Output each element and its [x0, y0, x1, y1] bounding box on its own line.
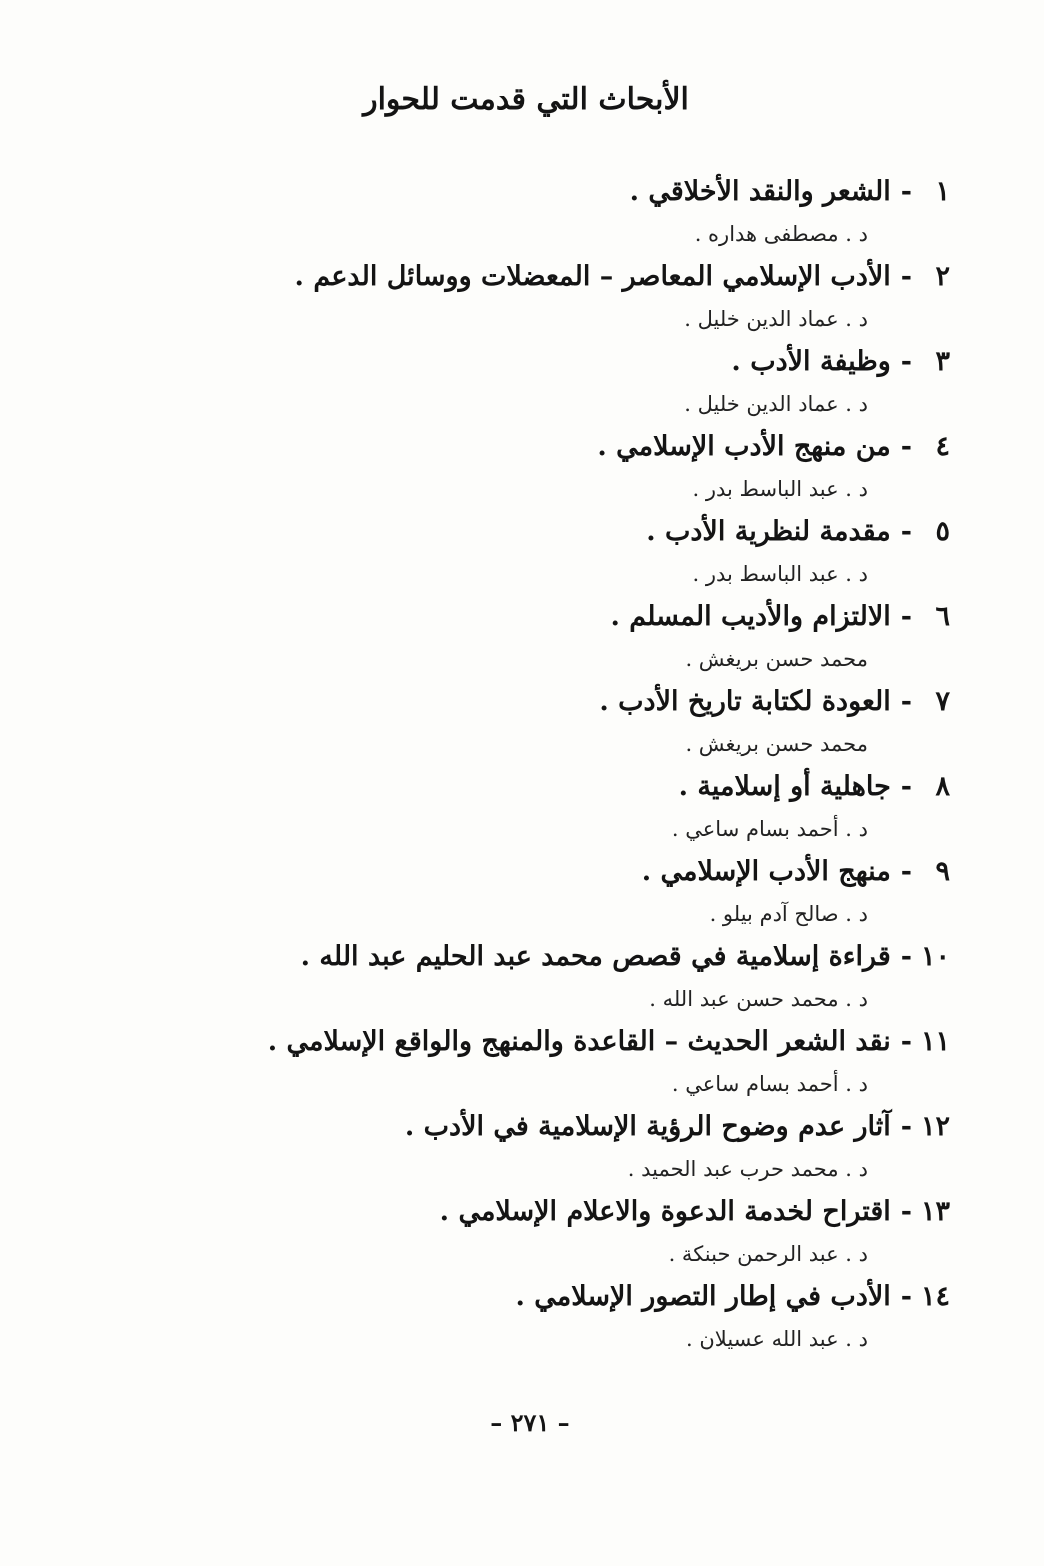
paper-entry: [190, 593, 950, 678]
paper-author: د . أحمد بسام ساعي .: [671, 1072, 868, 1096]
paper-title: الأدب في إطار التصور الإسلامي .: [515, 1281, 891, 1312]
paper-dash: -: [900, 1111, 912, 1142]
paper-author: د . عبد الله عسيلان .: [686, 1327, 868, 1351]
paper-title-line: [190, 1273, 950, 1320]
paper-dash: -: [900, 771, 912, 802]
page-number: – ٢٧١ –: [490, 1408, 570, 1437]
paper-number: ٦: [935, 601, 950, 632]
paper-entry: [190, 1018, 950, 1103]
paper-title: اقتراح لخدمة الدعوة والاعلام الإسلامي .: [439, 1196, 891, 1227]
paper-title-line: [190, 508, 950, 555]
paper-title-line: [190, 1103, 950, 1150]
paper-dash: -: [900, 856, 912, 887]
paper-entry: [190, 848, 950, 933]
paper-author: د . محمد حرب عبد الحميد .: [627, 1157, 868, 1181]
papers-list: [190, 168, 950, 1358]
paper-entry: [190, 168, 950, 253]
paper-entry: [190, 253, 950, 338]
paper-dash: -: [900, 686, 912, 717]
paper-author: محمد حسن بريغش .: [685, 732, 868, 756]
paper-number: ١٢: [920, 1111, 950, 1142]
paper-author: د . محمد حسن عبد الله .: [649, 987, 868, 1011]
paper-dash: -: [900, 431, 912, 462]
paper-number: ١: [935, 176, 950, 207]
paper-dash: -: [900, 1026, 912, 1057]
paper-title-line: [190, 423, 950, 470]
paper-title-line: [190, 1018, 950, 1065]
paper-entry: [190, 678, 950, 763]
paper-title: العودة لكتابة تاريخ الأدب .: [599, 686, 891, 717]
paper-dash: -: [900, 346, 912, 377]
paper-number: ٤: [935, 431, 950, 462]
paper-entry: [190, 1273, 950, 1358]
paper-entry: [190, 338, 950, 423]
paper-title: وظيفة الأدب .: [731, 346, 891, 377]
paper-number: ١١: [920, 1026, 950, 1057]
paper-dash: -: [900, 1196, 912, 1227]
paper-author: د . عبد الرحمن حبنكة .: [668, 1242, 868, 1266]
paper-entry: [190, 1103, 950, 1188]
paper-dash: -: [900, 516, 912, 547]
paper-title-line: [190, 763, 950, 810]
paper-title-line: [190, 593, 950, 640]
paper-title: الشعر والنقد الأخلاقي .: [629, 176, 891, 207]
paper-title: نقد الشعر الحديث – القاعدة والمنهج والواقع الإسلامي .: [267, 1026, 891, 1057]
paper-title: الأدب الإسلامي المعاصر – المعضلات ووسائل الدعم .: [294, 261, 891, 292]
paper-title-line: [190, 933, 950, 980]
paper-number: ٨: [935, 771, 950, 802]
paper-dash: -: [900, 941, 912, 972]
paper-title-line: [190, 168, 950, 215]
paper-number: ٥: [935, 516, 950, 547]
paper-author: محمد حسن بريغش .: [685, 647, 868, 671]
paper-number: ١٠: [920, 941, 950, 972]
paper-entry: [190, 423, 950, 508]
paper-number: ٢: [935, 261, 950, 292]
page-title: الأبحاث التي قدمت للحوار: [363, 82, 689, 117]
paper-author: د . مصطفى هداره .: [694, 222, 868, 246]
paper-author: د . أحمد بسام ساعي .: [671, 817, 868, 841]
paper-title: قراءة إسلامية في قصص محمد عبد الحليم عبد الله .: [300, 941, 891, 972]
paper-title: منهج الأدب الإسلامي .: [641, 856, 891, 887]
paper-entry: [190, 508, 950, 593]
paper-title: مقدمة لنظرية الأدب .: [646, 516, 891, 547]
paper-author: د . عماد الدين خليل .: [684, 392, 868, 416]
paper-number: ١٤: [920, 1281, 950, 1312]
paper-dash: -: [900, 601, 912, 632]
paper-dash: -: [900, 176, 912, 207]
paper-number: ٣: [935, 346, 950, 377]
paper-title-line: [190, 848, 950, 895]
paper-title-line: [190, 338, 950, 385]
paper-entry: [190, 933, 950, 1018]
paper-title: جاهلية أو إسلامية .: [678, 771, 891, 802]
paper-title: آثار عدم وضوح الرؤية الإسلامية في الأدب .: [404, 1111, 891, 1142]
paper-title: الالتزام والأديب المسلم .: [610, 601, 891, 632]
paper-entry: [190, 1188, 950, 1273]
paper-author: د . عبد الباسط بدر .: [692, 477, 868, 501]
paper-title: من منهج الأدب الإسلامي .: [597, 431, 891, 462]
paper-number: ٧: [935, 686, 950, 717]
paper-author: د . عبد الباسط بدر .: [692, 562, 868, 586]
paper-title-line: [190, 253, 950, 300]
paper-title-line: [190, 1188, 950, 1235]
paper-dash: -: [900, 1281, 912, 1312]
paper-entry: [190, 763, 950, 848]
paper-dash: -: [900, 261, 912, 292]
paper-number: ١٣: [920, 1196, 950, 1227]
paper-author: د . صالح آدم بيلو .: [709, 902, 868, 926]
paper-author: د . عماد الدين خليل .: [684, 307, 868, 331]
paper-title-line: [190, 678, 950, 725]
paper-number: ٩: [935, 856, 950, 887]
